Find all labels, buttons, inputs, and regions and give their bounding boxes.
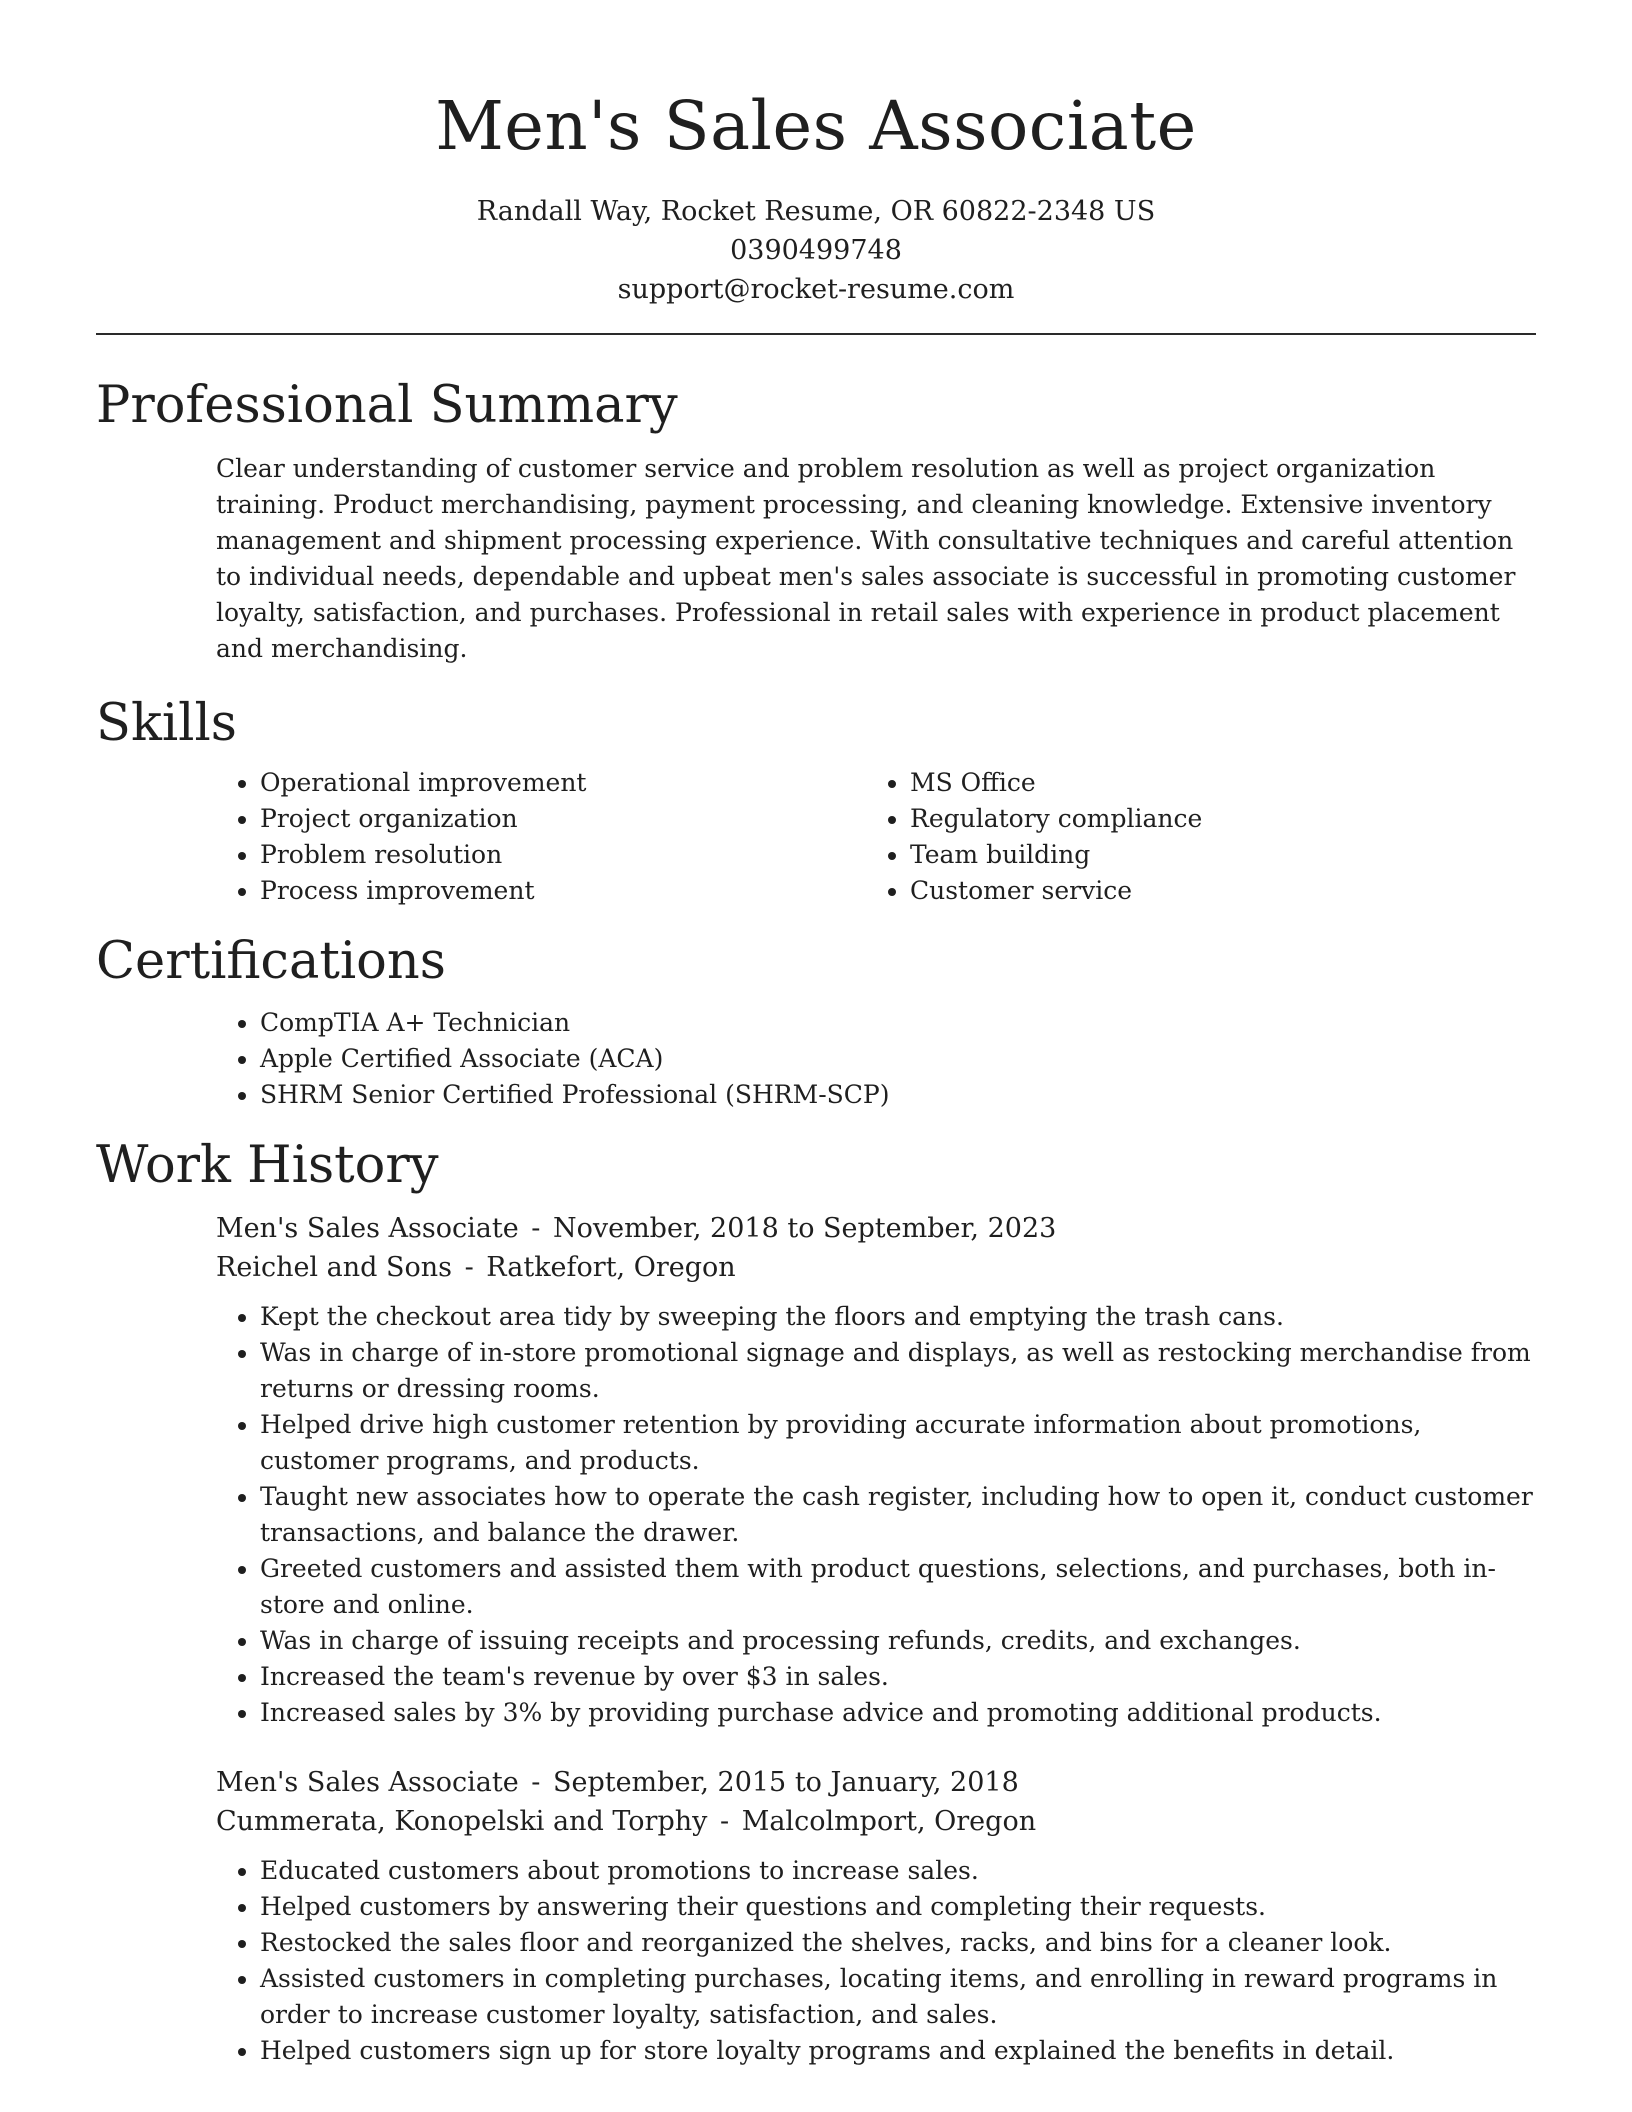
job-dates: September, 2015 to January, 2018	[552, 1767, 1019, 1798]
skill-item: • Operational improvement	[260, 765, 866, 801]
job-duty: • Helped customers by answering their questions and completing their requests.	[260, 1889, 1536, 1925]
job-duties	[216, 1299, 1536, 1731]
skill-item: • Team building	[910, 837, 1516, 873]
job-duty: • Educated customers about promotions to increase sales.	[260, 1853, 1536, 1889]
certification-item: • CompTIA A+ Technician	[260, 1005, 1536, 1041]
skill-item: • Problem resolution	[260, 837, 866, 873]
certifications-heading: Certifications	[96, 932, 446, 991]
job-company: Reichel and Sons	[216, 1252, 452, 1283]
job-company-line: Reichel and Sons - Ratkefort, Oregon	[216, 1252, 736, 1283]
job-duty: • Taught new associates how to operate the cash register, including how to open it, conduct customer transactions, and balance the drawer.	[260, 1479, 1536, 1551]
job-dates: November, 2018 to September, 2023	[552, 1213, 1057, 1244]
job-location: Ratkefort, Oregon	[486, 1252, 736, 1283]
job-location: Malcolmport, Oregon	[741, 1806, 1037, 1837]
summary-text: Clear understanding of customer service and problem resolution as well as project organization training. Product merchandising, payment processing, and cleaning knowledge. Extensive inventory management and shipment processing experience. With consultative techniques and careful attention to individual needs, dependable and upbeat men's sales associate is successful in promoting customer loyalty, satisfaction, and purchases. Professional in retail sales with experience in product placement and merchandising.	[216, 454, 1516, 663]
contact-phone: 0390499748	[730, 235, 902, 266]
job-role: Men's Sales Associate	[216, 1767, 519, 1798]
job-duty: • Was in charge of in-store promotional signage and displays, as well as restocking merchandise from returns or dressing rooms.	[260, 1335, 1536, 1407]
certifications-list	[216, 1005, 1536, 1113]
skills-list	[216, 765, 1536, 909]
resume-title: Men's Sales Associate	[435, 87, 1197, 165]
resume-header	[96, 0, 1536, 309]
skill-item: • Process improvement	[260, 873, 866, 909]
contact-block	[96, 192, 1536, 309]
skills-heading: Skills	[96, 694, 237, 753]
job-duties	[216, 1853, 1536, 2069]
job-company: Cummerata, Konopelski and Torphy	[216, 1806, 708, 1837]
header-divider	[96, 333, 1536, 335]
job-duty: • Restocked the sales floor and reorganized the shelves, racks, and bins for a cleaner look.	[260, 1925, 1536, 1961]
job-duty: • Assisted customers in completing purchases, locating items, and enrolling in reward programs in order to increase customer loyalty, satisfaction, and sales.	[260, 1961, 1536, 2033]
contact-address: Randall Way, Rocket Resume, OR 60822-2348 US	[476, 196, 1156, 227]
job-duty: • Greeted customers and assisted them with product questions, selections, and purchases, both in-store and online.	[260, 1551, 1536, 1623]
summary-heading: Professional Summary	[96, 376, 678, 435]
job-duty: • Increased sales by 3% by providing purchase advice and promoting additional products.	[260, 1695, 1536, 1731]
job-title-line: Men's Sales Associate - September, 2015 to January, 2018	[216, 1767, 1019, 1798]
job-duty: • Helped customers sign up for store loyalty programs and explained the benefits in detail.	[260, 2033, 1536, 2069]
skill-item: • Project organization	[260, 801, 866, 837]
job-duty: • Increased the team's revenue by over $3 in sales.	[260, 1659, 1536, 1695]
job-duty: • Was in charge of issuing receipts and processing refunds, credits, and exchanges.	[260, 1623, 1536, 1659]
job-entry	[216, 1209, 1536, 1731]
job-duty: • Kept the checkout area tidy by sweeping the floors and emptying the trash cans.	[260, 1299, 1536, 1335]
job-title-line: Men's Sales Associate - November, 2018 to September, 2023	[216, 1213, 1057, 1244]
skill-item: • Customer service	[910, 873, 1516, 909]
skill-item: • Regulatory compliance	[910, 801, 1516, 837]
job-company-line: Cummerata, Konopelski and Torphy - Malcolmport, Oregon	[216, 1806, 1037, 1837]
job-entry	[216, 1763, 1536, 2069]
work-history-heading: Work History	[96, 1136, 439, 1195]
skill-item: • MS Office	[910, 765, 1516, 801]
certification-item: • Apple Certified Associate (ACA)	[260, 1041, 1536, 1077]
contact-email: support@rocket-resume.com	[617, 274, 1015, 305]
job-duty: • Helped drive high customer retention by providing accurate information about promotions, customer programs, and products.	[260, 1407, 1536, 1479]
skills-column-right	[866, 765, 1516, 909]
certification-item: • SHRM Senior Certified Professional (SHRM-SCP)	[260, 1077, 1536, 1113]
resume-page	[96, 0, 1536, 2069]
job-role: Men's Sales Associate	[216, 1213, 519, 1244]
skills-column-left	[216, 765, 866, 909]
